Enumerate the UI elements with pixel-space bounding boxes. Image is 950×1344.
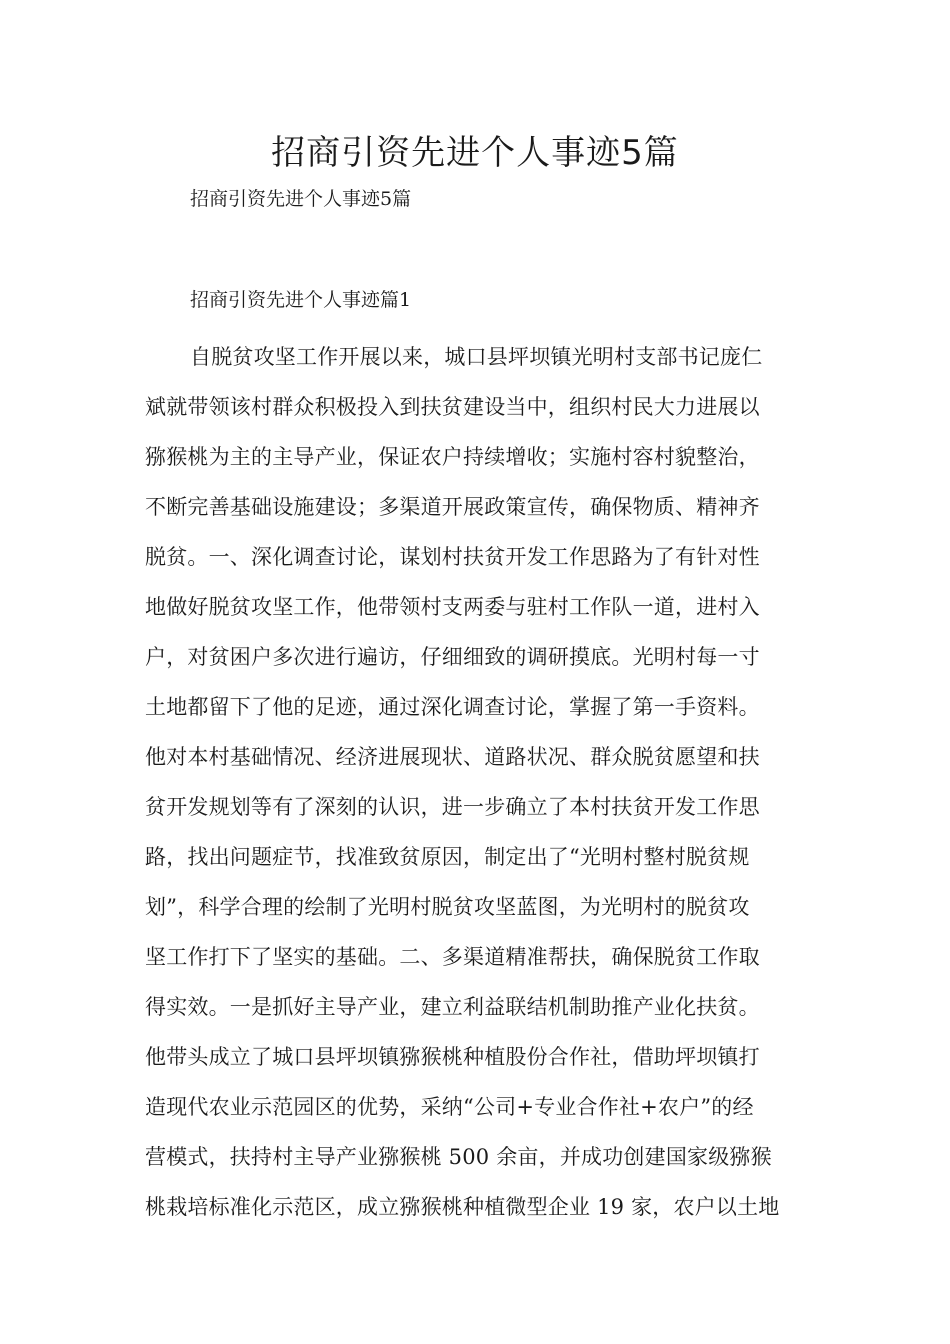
body-line: 土地都留下了他的足迹，通过深化调查讨论，掌握了第一手资料。	[145, 695, 760, 719]
section-heading: 招商引资先进个人事迹篇1	[190, 289, 412, 311]
body-line: 猕猴桃为主的主导产业，保证农户持续增收；实施村容村貌整治，	[145, 445, 760, 469]
body-paragraph	[145, 332, 805, 1232]
body-line: 路，找出问题症节，找准致贫原因，制定出了“光明村整村脱贫规	[145, 845, 750, 869]
body-line: 不断完善基础设施建设；多渠道开展政策宣传，确保物质、精神齐	[145, 495, 760, 519]
body-line: 造现代农业示范园区的优势，采纳“公司+专业合作社+农户”的经	[145, 1095, 754, 1119]
document-title: 招商引资先进个人事迹5篇	[271, 133, 679, 173]
body-line: 地做好脱贫攻坚工作，他带领村支两委与驻村工作队一道，进村入	[145, 595, 760, 619]
body-line: 户，对贫困户多次进行遍访，仔细细致的调研摸底。光明村每一寸	[145, 645, 760, 669]
body-line: 营模式，扶持村主导产业猕猴桃 500 余亩，并成功创建国家级猕猴	[145, 1145, 772, 1169]
body-line: 他对本村基础情况、经济进展现状、道路状况、群众脱贫愿望和扶	[145, 745, 760, 769]
body-line: 他带头成立了城口县坪坝镇猕猴桃种植股份合作社，借助坪坝镇打	[145, 1045, 760, 1069]
body-line: 斌就带领该村群众积极投入到扶贫建设当中，组织村民大力进展以	[145, 395, 760, 419]
body-line: 脱贫。一、深化调查讨论，谋划村扶贫开发工作思路为了有针对性	[145, 545, 760, 569]
body-line: 自脱贫攻坚工作开展以来，城口县坪坝镇光明村支部书记庞仁	[190, 345, 763, 369]
body-line: 划”，科学合理的绘制了光明村脱贫攻坚蓝图，为光明村的脱贫攻	[145, 895, 750, 919]
body-line: 坚工作打下了坚实的基础。二、多渠道精准帮扶，确保脱贫工作取	[145, 945, 760, 969]
document-subtitle: 招商引资先进个人事迹5篇	[190, 188, 412, 210]
body-line: 桃栽培标准化示范区，成立猕猴桃种植微型企业 19 家，农户以土地	[145, 1195, 780, 1219]
body-line: 得实效。一是抓好主导产业，建立利益联结机制助推产业化扶贫。	[145, 995, 760, 1019]
body-line: 贫开发规划等有了深刻的认识，进一步确立了本村扶贫开发工作思	[145, 795, 760, 819]
